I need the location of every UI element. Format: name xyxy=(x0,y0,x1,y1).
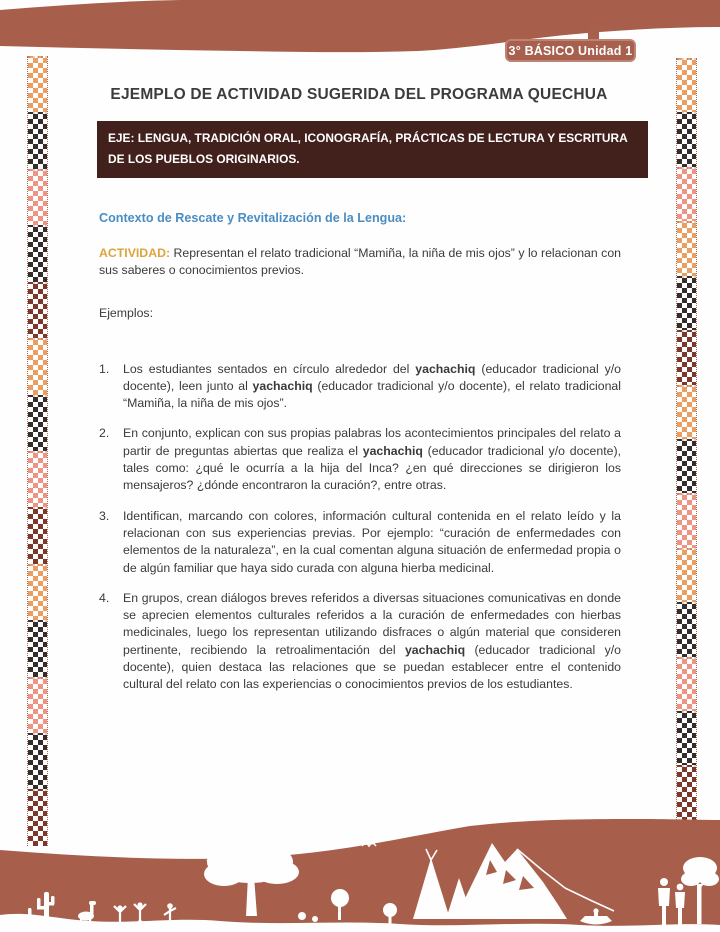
list-item-text: En grupos, crean diálogos breves referidos a diversas situaciones comunicativas en donde se aprecien elementos culturales referidos a la curación de enfermedades con hierbas medicinales, luego los representan utilizando disfraces o algún material que consideren pertinente, recibiendo la retroalimentación del yachachiq (educador tradicional y/o docente), quien destaca las relaciones que se puedan establecer entre el contenido cultural del relato con las experiencias o conocimientos previos de los estudiantes. xyxy=(123,590,621,692)
eje-banner xyxy=(97,121,648,178)
activity-list xyxy=(97,361,621,694)
examples-label: Ejemplos: xyxy=(99,305,153,320)
list-item-text: Los estudiantes sentados en círculo alrededor del yachachiq (educador tradicional y/o docente), leen junto al yachachiq (educador tradicional y/o docente), el relato tradicional “Mamiña, la niña de mis ojos”. xyxy=(123,361,621,411)
list-item-text: En conjunto, explican con sus propias palabras los acontecimientos principales del relato a partir de preguntas abiertas que realiza el yachachiq (educador tradicional y/o docente), tales como: ¿qué le ocurría a la hija del Inca? ¿en qué direcciones se dirigieron los mensajeros? ¿dónde encontraron la curación?, entre otras. xyxy=(123,426,622,493)
list-item xyxy=(99,590,621,694)
activity-text: Representan el relato tradicional “Mamiña, la niña de mis ojos” y lo relacionan con sus saberes o conocimientos previos. xyxy=(99,246,621,278)
list-item-number: 2. xyxy=(99,426,110,441)
list-item xyxy=(99,425,621,494)
activity-label: ACTIVIDAD: xyxy=(99,246,171,260)
activity-paragraph xyxy=(99,245,621,280)
list-item-text: Identifican, marcando con colores, información cultural contenida en el relato leído y la relacionan con sus experiencias previas. Por ejemplo: “curación de enfermedades con elementos de la naturaleza”, en la cual comentan alguna situación de enfermedad propia o de algún familiar que haya sido curada con alguna hierba medicinal. xyxy=(123,508,621,575)
context-heading: Contexto de Rescate y Revitalización de la Lengua: xyxy=(99,211,407,225)
list-item-number: 1. xyxy=(99,361,110,376)
right-border-pattern xyxy=(676,58,697,820)
document-content xyxy=(97,86,628,707)
eje-banner-text: EJE: LENGUA, TRADICIÓN ORAL, ICONOGRAFÍA, PRÁCTICAS DE LECTURA Y ESCRITURA DE LOS PUEBLOS ORIGINARIOS. xyxy=(108,131,628,166)
footer-illustration xyxy=(0,818,720,932)
list-item xyxy=(99,508,621,577)
list-item-number: 4. xyxy=(99,590,110,605)
page-title: EJEMPLO DE ACTIVIDAD SUGERIDA DEL PROGRAMA QUECHUA xyxy=(110,86,608,103)
list-item-number: 3. xyxy=(99,508,110,523)
left-border-pattern xyxy=(27,56,48,846)
unit-badge xyxy=(505,39,636,62)
list-item xyxy=(99,361,621,413)
unit-badge-label: 3° BÁSICO Unidad 1 xyxy=(508,43,633,58)
